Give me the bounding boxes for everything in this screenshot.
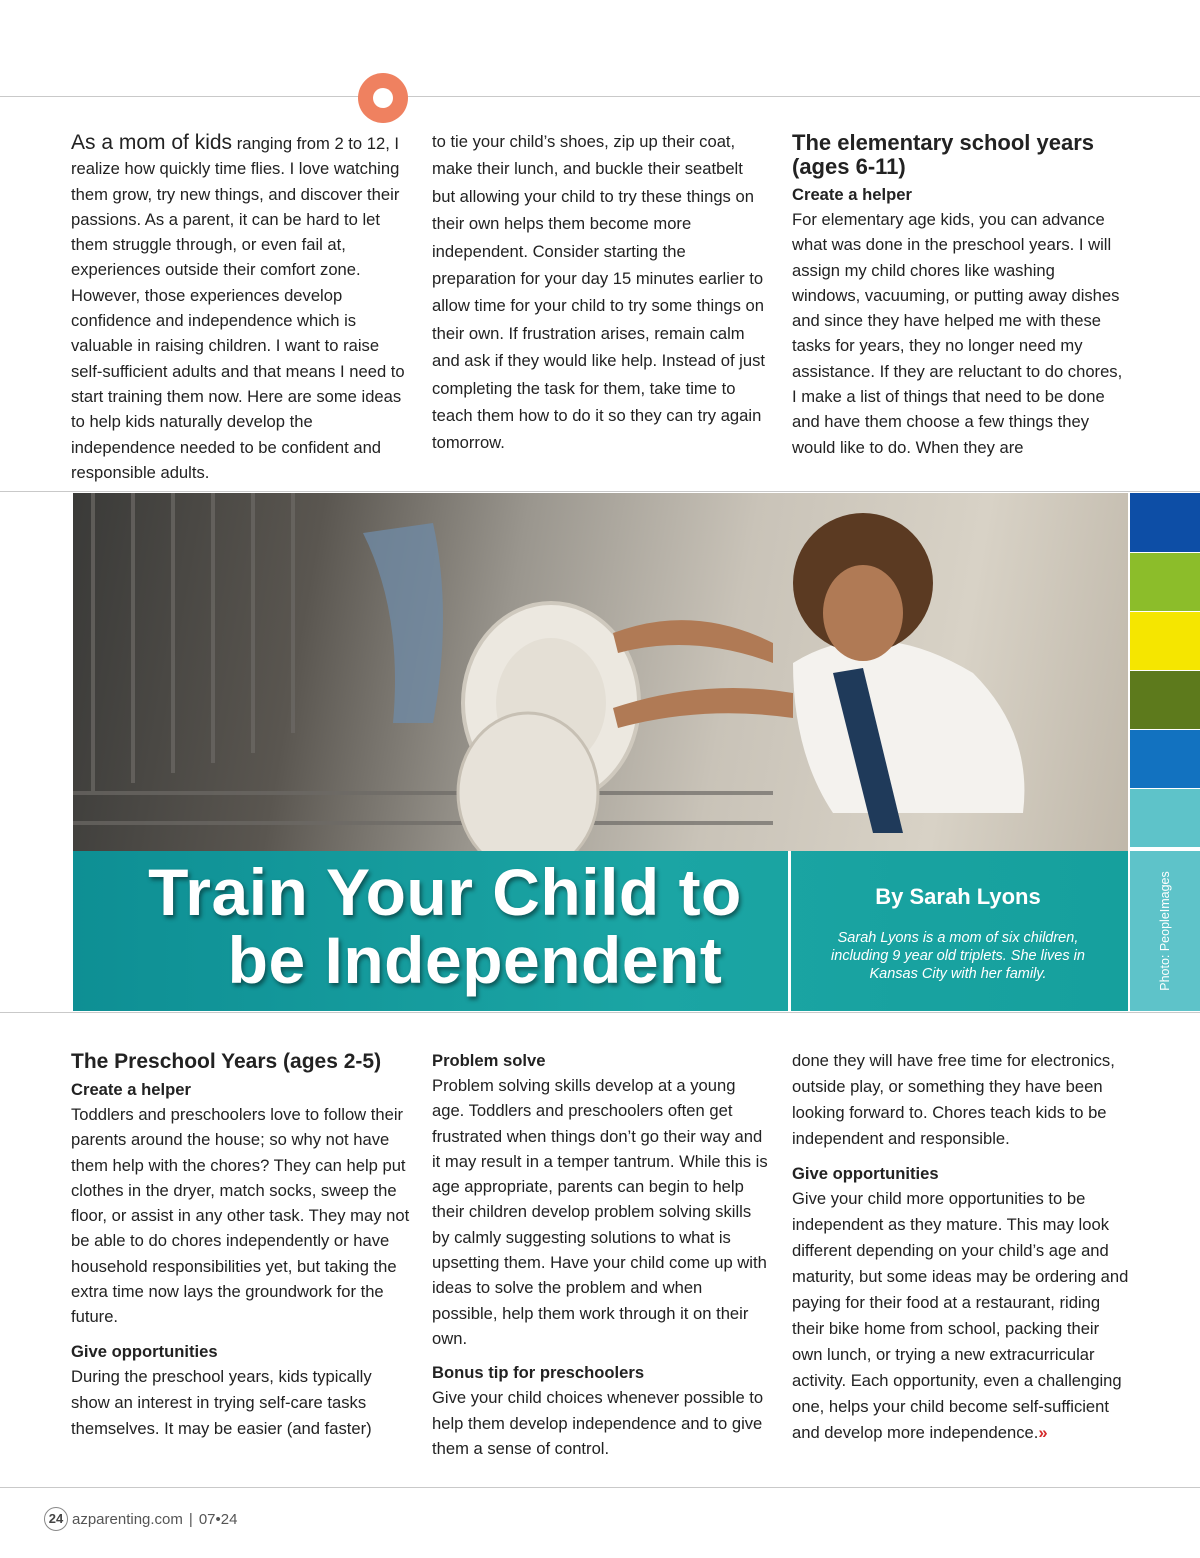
ring-ornament bbox=[358, 73, 408, 123]
footer-issue: 07•24 bbox=[198, 1510, 238, 1528]
continued-subheading: Give opportunities bbox=[792, 1164, 939, 1183]
problem-subheading: Problem solve bbox=[432, 1051, 546, 1070]
preschool-column bbox=[71, 1050, 411, 1442]
intro-text-1: ranging from 2 to 12, I realize how quickly time flies. I love watching them grow, try new things, and discover their passions. As a parent, it can be hard to let them struggle through, or even fail at, experiences outside their comfort zone. However, those experiences develop confidence and independence which is valuable in raising children. I want to raise self-sufficient adults and that means I need to start training them now. Here are some ideas to help kids naturally develop the independence needed to be confident and responsible adults. bbox=[71, 134, 405, 482]
byline: By Sarah Lyons bbox=[875, 884, 1041, 909]
preschool-text-1: Toddlers and preschoolers love to follow their parents around the house; so why not have them help with the chores? They can help put clothes in the dryer, match socks, sweep the floor, or assist in any other task. They may not be able to do chores independently or have household responsibilities yet, but taking the extra time now lays the groundwork for the future. bbox=[71, 1105, 410, 1327]
elementary-text: For elementary age kids, you can advance what was done in the preschool years. I will assign my child chores like washing windows, vacuuming, or putting away dishes and since they have helped me with these tasks for years, they no longer need my assistance. If they are reluctant to do chores, I make a list of things that need to be done and have them choose a few things they would like to do. When they are bbox=[792, 210, 1123, 457]
banner-divider bbox=[788, 851, 791, 1011]
intro-column-2 bbox=[432, 128, 770, 457]
stripe-11 bbox=[1130, 789, 1200, 847]
intro-column-1 bbox=[71, 130, 407, 485]
top-rule bbox=[0, 96, 1200, 97]
bonus-subheading: Bonus tip for preschoolers bbox=[432, 1363, 645, 1383]
footer-separator: | bbox=[188, 1510, 193, 1528]
lead-in: As a mom of kids bbox=[71, 131, 233, 154]
photo-credit-box bbox=[1130, 851, 1200, 1011]
photo-credit: Photo: PeopleImages bbox=[1158, 871, 1172, 991]
footer-rule bbox=[0, 1487, 1200, 1488]
preschool-subheading-1: Create a helper bbox=[71, 1080, 191, 1099]
intro-text-2: to tie your child’s shoes, zip up their coat, make their lunch, and buckle their seatbelt but allowing your child to try these things on their own helps them become more independent. Consider starting the preparation for your day 15 minutes earlier to allow time for your child to try some things on their own. If frustration arises, remain calm and ask if they would like help. Instead of just completing the task for them, take time to teach them how to do it so they can try again tomorrow. bbox=[432, 132, 765, 453]
problem-text: Problem solving skills develop at a young age. Toddlers and preschoolers often get frustrated when things don’t go their way and it may result in a temper tantrum. While this is age appropriate, parents can begin to help their children develop problem solving skills by calmly suggesting solutions to what is upsetting them. Have your child come up with ideas to solve the problem and when possible, help them work through it on their own. bbox=[432, 1076, 768, 1348]
mid-rule bbox=[0, 491, 1200, 492]
article-title bbox=[110, 855, 780, 997]
continued-text-2: Give your child more opportunities to be independent as they mature. This may look different depending on your child’s age and maturity, but some ideas may be ordering and paying for their food at a restaurant, riding their bike home from school, packing their own lunch, or trying a new extracurricular activity. Each opportunity, even a challenging one, helps your child become self-sufficient and develop more independence. bbox=[792, 1189, 1129, 1442]
stripe-5 bbox=[1130, 612, 1200, 670]
preschool-text-2: During the preschool years, kids typically show an interest in trying self-care tasks themselves. It may be easier (and faster) bbox=[71, 1366, 372, 1438]
author-bio: Sarah Lyons is a mom of six children, including 9 year old triplets. She lives in Kansas City with her family. bbox=[831, 930, 1085, 982]
bonus-text: Give your child choices whenever possible to help them develop independence and to give them a sense of control. bbox=[432, 1388, 764, 1458]
footer-site: azparenting.com bbox=[72, 1510, 183, 1528]
stripe-3 bbox=[1130, 553, 1200, 611]
continued-column bbox=[792, 1048, 1132, 1446]
elementary-subheading: Create a helper bbox=[792, 185, 912, 204]
end-mark: » bbox=[1038, 1423, 1048, 1442]
elementary-column bbox=[792, 131, 1127, 460]
title-line-2: be Independent bbox=[227, 923, 723, 997]
title-line-1: Train Your Child to bbox=[148, 855, 742, 929]
problem-column bbox=[432, 1049, 772, 1461]
preschool-subheading-2: Give opportunities bbox=[71, 1341, 218, 1361]
page-number: 24 bbox=[44, 1507, 68, 1531]
continued-text-1: done they will have free time for electronics, outside play, or something they have been looking forward to. Chores teach kids to be independent and responsible. bbox=[792, 1051, 1115, 1148]
banner-bottom-rule bbox=[0, 1012, 1200, 1013]
preschool-heading: The Preschool Years (ages 2-5) bbox=[71, 1050, 382, 1073]
footer bbox=[44, 1507, 237, 1531]
stripe-7 bbox=[1130, 671, 1200, 729]
stripe-9 bbox=[1130, 730, 1200, 788]
elementary-heading: The elementary school years (ages 6-11) bbox=[792, 130, 1095, 179]
stripe-1 bbox=[1130, 493, 1200, 552]
